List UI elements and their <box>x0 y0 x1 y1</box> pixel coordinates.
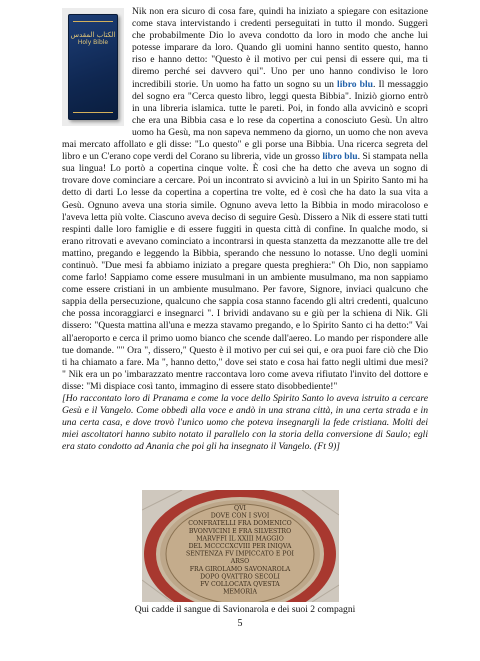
blue-bible-cover <box>68 14 118 120</box>
plaque-inscription-line: CONFRATELLI FRA DOMENICO <box>188 520 292 528</box>
plaque-inscription-line: FRA GIROLAMO SAVONAROLA <box>189 565 291 573</box>
plaque-inscription-line: FV COLLOCATA QVESTA <box>200 581 280 588</box>
plaque-inscription-line: QVI <box>234 505 246 512</box>
plaque-inscription-line: MARVFFI IL XXIII MAGGIO <box>196 535 284 543</box>
paragraph-text-a: Nik non era sicuro di cosa fare, quindi ha iniziato a spiegare con esitazione come stava intervistando i credenti perseguitati in tutto il mondo. Suggerì che probabilmente Dio lo aveva condotto da loro in modo che anche lui potesse imparare da loro. Quando gli uomini hanno sentito questo, hanno riso e hanno detto: "Questo è il motivo per cui pensi di essere qui, ma ti diremo perché sei davvero qui". Uno per uno hanno condiviso le loro incredibili storie. Un uomo ha fatto un sogno su un <box>132 6 428 90</box>
plaque-inscription-line: DOPO QVATTRO SECOLI <box>200 573 280 581</box>
highlight-blue-book-2: libro blu <box>322 151 358 163</box>
book-figure <box>62 8 124 126</box>
savonarola-plaque-photo <box>142 490 339 602</box>
italic-note: [Ho raccontato loro di Pranama e come la voce dello Spirito Santo lo aveva istruito a cercare Gesù e il Vangelo. Come obbedì alla voce e andò in una strana città, in una certa strada e in una certa casa, e dove trovò l'unico uomo che poteva insegnargli la fede cristiana. Molti dei miei ascoltatori hanno subito notato il parallelo con la storia della conversione di Saulo; egli era stato condotto ad Anania che poi gli ha insegnato il Vangelo. (Ft 9)] <box>62 393 428 453</box>
plaque-inscription-line: BVONVICINI E FRA SILVESTRO <box>188 527 292 535</box>
plaque-drawing <box>142 490 339 602</box>
plaque-inscription-line: DOVE CON I SVOI <box>210 512 270 520</box>
plaque-inscription-line: ARSO <box>230 558 250 566</box>
plaque-inscription-line: DEL MCCCCXCVIII PER INIQVA <box>188 543 292 550</box>
main-text <box>62 6 428 453</box>
page-number: 5 <box>237 618 243 629</box>
highlight-blue-book-1: libro blu <box>337 78 374 90</box>
photo-caption: Qui cadde il sangue di Savionarola e dei suoi 2 compagni <box>134 604 356 615</box>
paragraph-text-c: . Si stampata nella sua lingua! Lo portò a copertina cinque volte. È così che ha detto che aveva un sogno di trovare dove cominciare a cercare. Poi un incontrato si avvicinò a lui in un Spirito Santo mi ha detto di darti Lo lesse da copertina a copertina tre volte, ed è così che ha dato la sua vita a Gesù. Ognuno aveva una storia simile. Ognuno aveva letto la Bibbia in modo miracoloso e l'aveva letta più volte. Ciascuno aveva deciso di seguire Gesù. Dissero a Nik di essere stati tutti respinti dalle loro famiglie e di essere fuggiti in questa città di confine. In qualche modo, si erano ritrovati e avevano cominciato a incontrarsi in questa stanzetta da mezzanotte alle tre del mattino, pregando e leggendo la Bibbia, sperando che nessuno lo notasse. Uno degli uomini continuò. "Due mesi fa abbiamo iniziato a pregare questa preghiera:" Oh Dio, non sappiamo come farlo! Sappiamo come essere musulmani in un ambiente musulmano, ma non sappiamo come essere cristiani in un ambiente musulmano. Per favore, Signore, inviaci qualcuno che sappia della persecuzione, qualcuno che sappia cosa stanno facendo gli altri credenti, qualcuno che possa incoraggiarci e insegnarci ". I brividi andavano su e giù per la schiena di Nik. Gli dissero: "Questa mattina all'una e mezza stavamo pregando, e lo Spirito Santo ci ha detto:" Vai all'aeroporto e cerca il primo uomo bianco che scende dall'aereo. Lo mando per rispondere alle tue domande. "" Ora ", dissero," Questo è il motivo per cui sei qui, e ora puoi fare ciò che Dio ti ha chiamato a fare. Ma ", hanno detto," dove sei stato e cosa hai fatto negli ultimi due mesi? " Nik era un po 'imbarazzato mentre raccontava loro come aveva rifiutato l'invito del dottore e disse: "Mi dispiace così tanto, immagino di essere stato disobbediente!" <box>62 151 428 392</box>
paragraph-text-b: . Il messaggio del sogno era "Cerca questo libro, leggi questa Bibbia". Iniziò giorno entrò in una libreria islamica. tutte le pareti. Poi, in fondo alla avvicinò e scoprì che era una Bibbia casa e lo rese da copertina a conosciuto Gesù. Un altro uomo ha Gesù, ma non sapeva nemmeno da giorno, un uomo che non aveva mai mercato affollato e gli disse: "Lo questo" e gli porse una Bibbia. Una ricerca segreta del libro e un C'erano cope verdi del Corano su libreria, vide un grosso <box>62 78 428 163</box>
book-title: Holy Bible <box>77 39 109 46</box>
plaque-inscription-line: MEMORIA <box>223 588 257 596</box>
plaque-inscription-line: SENTENZA FV IMPICCATO E POI <box>185 550 295 558</box>
book-arabic-title: الكتاب المقدس <box>70 31 116 39</box>
